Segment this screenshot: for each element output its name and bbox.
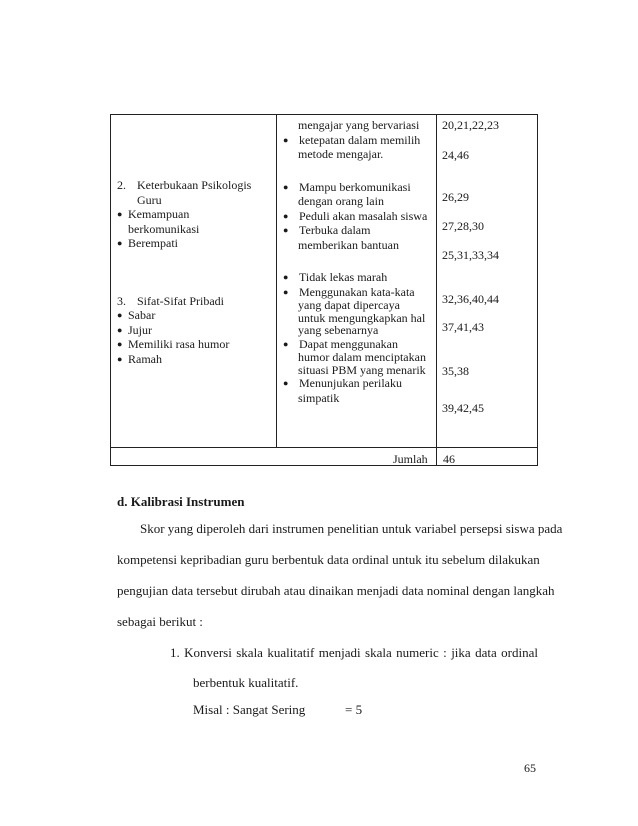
item-numbers: 32,36,40,44 bbox=[442, 292, 499, 306]
table-col-divider-2 bbox=[436, 114, 437, 466]
list-item: ● Mampu berkomunikasi bbox=[283, 179, 411, 194]
bullet-icon: ● bbox=[117, 238, 123, 248]
indicator-text: metode mengajar. bbox=[298, 147, 384, 161]
table-col-variable bbox=[117, 178, 277, 366]
bullet-icon: ● bbox=[283, 338, 289, 349]
list-item: ● Berempati bbox=[117, 236, 178, 250]
indicator-text: simpatik bbox=[298, 390, 340, 405]
list-item-cont: berbentuk kualitatif. bbox=[193, 675, 299, 690]
bullet-icon: ● bbox=[117, 353, 123, 364]
aspect-2-title: 2. Keterbukaan Psikologis bbox=[117, 178, 252, 192]
aspect-3-title: 3. Sifat-Sifat Pribadi bbox=[117, 293, 224, 308]
item-numbers: 20,21,22,23 bbox=[442, 118, 499, 132]
item-numbers: 24,46 bbox=[442, 148, 469, 162]
list-item: ● Memiliki rasa humor bbox=[117, 337, 230, 351]
list-item: ● Kemampuan bbox=[117, 207, 190, 221]
bullet-icon: ● bbox=[283, 225, 289, 235]
indicator-text: situasi PBM yang menarik bbox=[298, 362, 426, 377]
paragraph-line: pengujian data tersebut dirubah atau dinaikan menjadi data nominal dengan langkah bbox=[117, 583, 555, 598]
table-col-indicator bbox=[282, 118, 432, 405]
total-value: 46 bbox=[443, 452, 455, 466]
list-item: ● Dapat menggunakan bbox=[283, 336, 398, 351]
bullet-icon: ● bbox=[117, 339, 123, 349]
section-heading: d. Kalibrasi Instrumen bbox=[117, 494, 245, 509]
list-item: ● Menggunakan kata-kata bbox=[283, 284, 415, 299]
paragraph-line: sebagai berikut : bbox=[117, 614, 203, 629]
item-numbers: 37,41,43 bbox=[442, 320, 484, 334]
table-border-top bbox=[110, 114, 538, 115]
bullet-icon: ● bbox=[117, 310, 123, 320]
indicator-text: dengan orang lain bbox=[298, 194, 384, 208]
bullet-icon: ● bbox=[283, 181, 289, 192]
table-row-divider bbox=[110, 447, 538, 448]
aspect-2-title-cont: Guru bbox=[137, 192, 162, 207]
item-numbers: 27,28,30 bbox=[442, 219, 484, 233]
example-value: = 5 bbox=[345, 702, 363, 717]
indicator-text: memberikan bantuan bbox=[298, 237, 399, 252]
paragraph-line: Skor yang diperoleh dari instrumen penelitian untuk variabel persepsi siswa pada bbox=[140, 521, 563, 536]
item-numbers: 25,31,33,34 bbox=[442, 248, 499, 262]
total-label: Jumlah bbox=[393, 452, 428, 466]
item-numbers: 26,29 bbox=[442, 190, 469, 204]
item-numbers: 35,38 bbox=[442, 364, 469, 378]
table-border-bottom bbox=[110, 465, 538, 466]
bullet-icon: ● bbox=[283, 378, 289, 388]
indicator-text: mengajar yang bervariasi bbox=[298, 118, 420, 132]
bullet-icon: ● bbox=[283, 286, 289, 297]
bullet-icon: ● bbox=[283, 134, 289, 145]
list-item: ● Sabar bbox=[117, 308, 156, 322]
paragraph-line: kompetensi kepribadian guru berbentuk data ordinal untuk itu sebelum dilakukan bbox=[117, 552, 540, 567]
list-item: ● Ramah bbox=[117, 351, 162, 366]
list-item: ● Menunjukan perilaku bbox=[283, 376, 402, 390]
list-item: ● Terbuka dalam bbox=[283, 223, 371, 237]
indicator-text: yang dapat dipercaya bbox=[298, 298, 400, 312]
indicator-text: yang sebenarnya bbox=[298, 323, 379, 337]
bullet-icon: ● bbox=[283, 272, 289, 282]
item-numbers: 39,42,45 bbox=[442, 401, 484, 415]
list-item: ● Peduli akan masalah siswa bbox=[283, 208, 428, 223]
list-item: ● ketepatan dalam memilih bbox=[283, 132, 421, 147]
example-label: Misal : Sangat Sering bbox=[193, 702, 306, 717]
indicator-text: untuk mengungkapkan hal bbox=[298, 310, 426, 325]
list-item: ● Tidak lekas marah bbox=[283, 270, 388, 284]
bullet-icon: ● bbox=[283, 210, 289, 221]
table-border-right bbox=[537, 114, 538, 466]
page-number: 65 bbox=[524, 761, 536, 775]
bullet-icon: ● bbox=[117, 324, 123, 335]
list-item: ● Jujur bbox=[117, 322, 152, 337]
bullet-icon: ● bbox=[117, 209, 123, 219]
indicator-text: humor dalam menciptakan bbox=[298, 350, 426, 364]
list-item: 1. Konversi skala kualitatif menjadi skala numeric : jika data ordinal bbox=[170, 645, 538, 660]
list-item-cont: berkomunikasi bbox=[128, 221, 200, 236]
table-border-left bbox=[110, 114, 111, 466]
